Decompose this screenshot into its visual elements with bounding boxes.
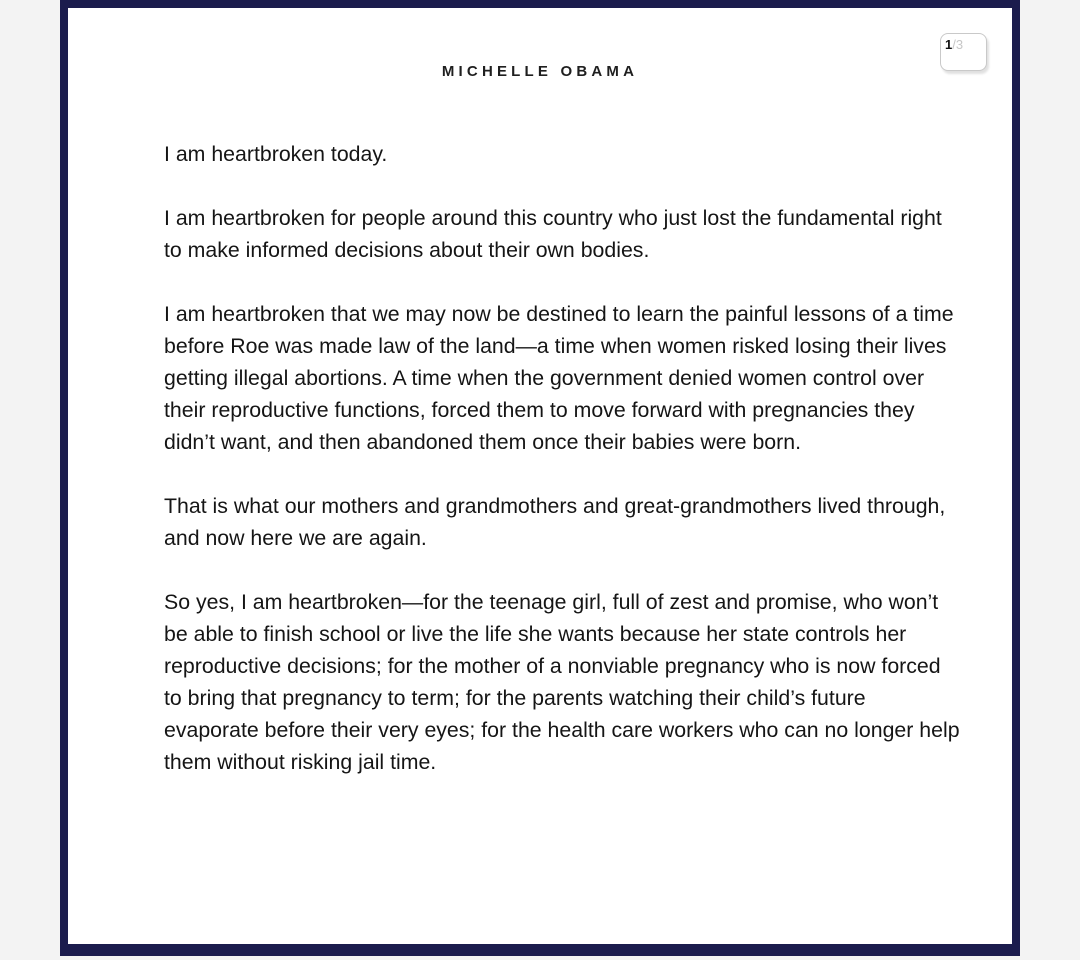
author-header: MICHELLE OBAMA xyxy=(441,63,639,80)
statement-body xyxy=(164,138,964,810)
paragraph-5: So yes, I am heartbroken—for the teenage girl, full of zest and promise, who won’t be able to finish school or live the life she wants because her state controls her reproductive decisions; for the mother of a nonviable pregnancy who is now forced to bring that pregnancy to term; for the parents watching their child’s future evaporate before their very eyes; for the health care workers who can no longer help them without risking jail time. xyxy=(164,590,960,774)
post-frame xyxy=(60,0,1020,956)
carousel-total-pages: 3 xyxy=(955,37,964,52)
paragraph-1: I am heartbroken today. xyxy=(164,142,388,166)
carousel-current-page: 1 xyxy=(945,37,953,52)
statement-page xyxy=(68,8,1012,944)
carousel-separator: / xyxy=(952,37,956,52)
paragraph-3: I am heartbroken that we may now be destined to learn the painful lessons of a time before Roe was made law of the land—a time when women risked losing their lives getting illegal abortions. A time when the government denied women control over their reproductive functions, forced them to move forward with pregnancies they didn’t want, and then abandoned them once their babies were born. xyxy=(164,302,954,454)
paragraph-4: That is what our mothers and grandmothers and great-grandmothers lived through, and now here we are again. xyxy=(164,494,946,550)
paragraph-2: I am heartbroken for people around this country who just lost the fundamental right to make informed decisions about their own bodies. xyxy=(164,206,942,262)
carousel-page-counter[interactable] xyxy=(940,33,987,71)
